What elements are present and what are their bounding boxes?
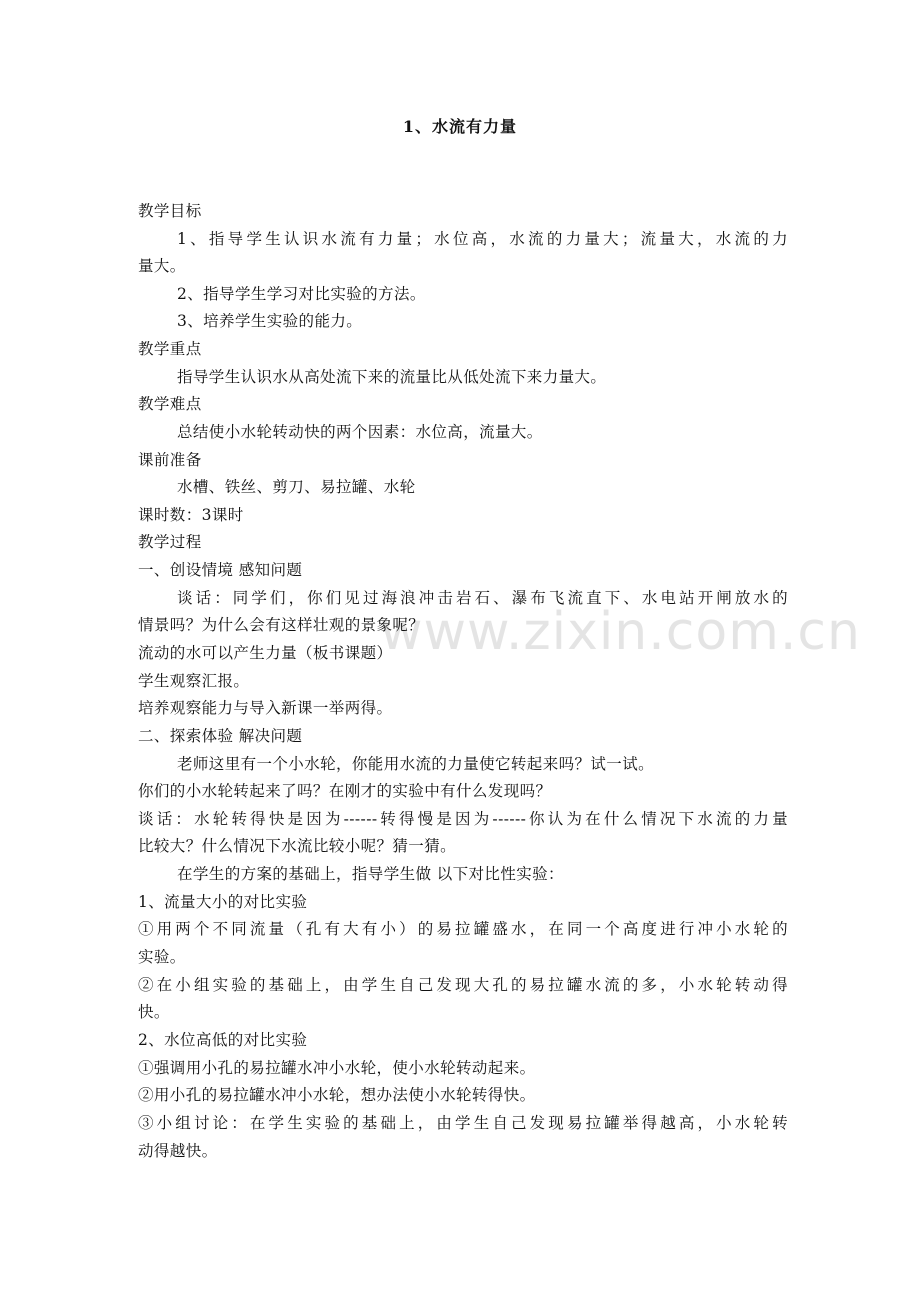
section-2-intro: 老师这里有一个小水轮，你能用水流的力量使它转起来吗？试一试。: [177, 755, 655, 773]
watermark-text: www.zixin.com.cn: [380, 602, 861, 662]
section-1-summary: 培养观察能力与导入新课一举两得。: [138, 699, 393, 717]
section-2-talk-line-1: 谈话：水轮转得快是因为------转得慢是因为------你认为在什么情况下水流的力量: [138, 810, 788, 828]
section-1-board-note: 流动的水可以产生力量（板书课题）: [138, 644, 393, 662]
section-2-talk-line-2: 比较大？什么情况下水流比较小呢？猜一猜。: [138, 837, 457, 855]
experiment-2-step-2: ②用小孔的易拉罐水冲小水轮，想办法使小水轮转得快。: [138, 1086, 536, 1104]
objective-2: 2、指导学生学习对比实验的方法。: [177, 285, 426, 303]
section-2-guidance: 在学生的方案的基础上，指导学生做 以下对比性实验：: [177, 865, 564, 883]
heading-process: 教学过程: [138, 533, 202, 551]
heading-preparation: 课前准备: [138, 451, 202, 469]
experiment-1-heading: 1、流量大小的对比实验: [138, 893, 308, 911]
objective-1-line-2: 量大。: [138, 257, 186, 275]
heading-key-points: 教学重点: [138, 340, 202, 358]
section-2-question: 你们的小水轮转起来了吗？在刚才的实验中有什么发现吗？: [138, 782, 552, 800]
experiment-2-step-1: ①强调用小孔的易拉罐水冲小水轮，使小水轮转动起来。: [138, 1059, 536, 1077]
objective-3: 3、培养学生实验的能力。: [177, 312, 363, 330]
experiment-1-step-2-line-2: 快。: [138, 1003, 170, 1021]
objective-1-line-1: 1、指导学生认识水流有力量；水位高，水流的力量大；流量大，水流的力: [177, 230, 788, 248]
experiment-1-step-2-line-1: ②在小组实验的基础上，由学生自己发现大孔的易拉罐水流的多，小水轮转动得: [138, 976, 788, 994]
heading-difficulties: 教学难点: [138, 395, 202, 413]
section-1-talk-line-2: 情景吗？为什么会有这样壮观的景象呢？: [138, 616, 425, 634]
lesson-count: 课时数：3课时: [138, 506, 244, 524]
key-point-text: 指导学生认识水从高处流下来的流量比从低处流下来力量大。: [177, 368, 607, 386]
document-title: 1、水流有力量: [402, 117, 518, 136]
experiment-1-step-1-line-2: 实验。: [138, 948, 186, 966]
section-1-heading: 一、创设情境 感知问题: [138, 561, 303, 579]
experiment-2-step-3-line-2: 动得越快。: [138, 1142, 218, 1160]
section-1-talk-line-1: 谈话：同学们，你们见过海浪冲击岩石、瀑布飞流直下、水电站开闸放水的: [177, 589, 788, 607]
section-1-report: 学生观察汇报。: [138, 672, 250, 690]
section-2-heading: 二、探索体验 解决问题: [138, 727, 303, 745]
experiment-2-heading: 2、水位高低的对比实验: [138, 1031, 308, 1049]
preparation-text: 水槽、铁丝、剪刀、易拉罐、水轮: [177, 478, 416, 496]
difficulty-text: 总结使小水轮转动快的两个因素：水位高，流量大。: [177, 423, 543, 441]
experiment-1-step-1-line-1: ①用两个不同流量（孔有大有小）的易拉罐盛水，在同一个高度进行冲小水轮的: [138, 920, 788, 938]
experiment-2-step-3-line-1: ③小组讨论：在学生实验的基础上，由学生自己发现易拉罐举得越高，小水轮转: [138, 1114, 788, 1132]
heading-objectives: 教学目标: [138, 202, 202, 220]
